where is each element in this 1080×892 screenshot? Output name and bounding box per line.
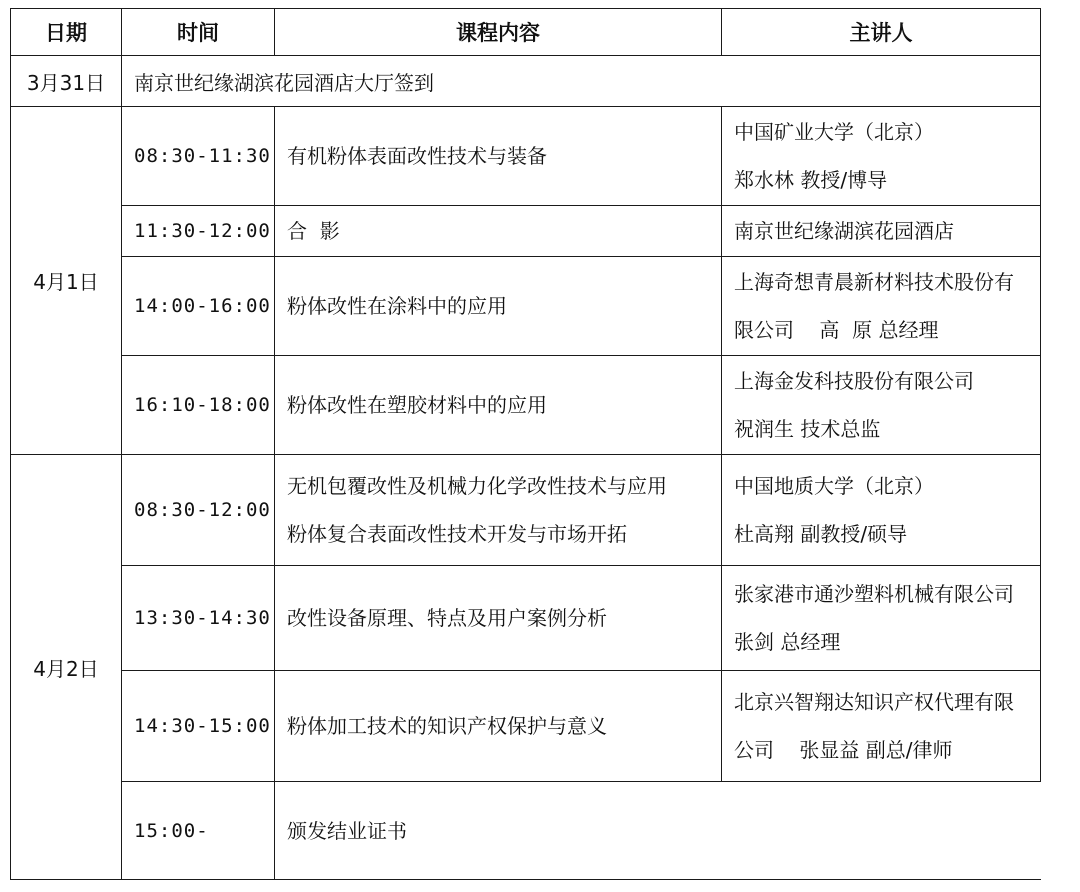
course-line: 合 影 — [287, 219, 340, 243]
time-cell: 15:00- — [122, 782, 275, 880]
course-cell — [275, 107, 722, 206]
speaker-line: 中国地质大学（北京） — [734, 474, 934, 498]
checkin-text: 南京世纪缘湖滨花园酒店大厅签到 — [122, 56, 1041, 107]
speaker-line: 郑水林 教授/博导 — [734, 168, 888, 192]
course-cell — [275, 356, 722, 455]
time-cell: 16:10-18:00 — [122, 356, 275, 455]
course-cell — [275, 206, 722, 257]
table-row — [11, 107, 1041, 206]
course-line: 粉体复合表面改性技术开发与市场开拓 — [287, 522, 627, 546]
speaker-line: 上海奇想青晨新材料技术股份有 — [734, 270, 1014, 294]
speaker-cell — [722, 356, 1041, 455]
speaker-line: 公司 张显益 副总/律师 — [734, 738, 953, 762]
table-row — [11, 671, 1041, 782]
table-row — [11, 257, 1041, 356]
table-row — [11, 206, 1041, 257]
course-cell — [275, 671, 722, 782]
speaker-line: 中国矿业大学（北京） — [734, 120, 934, 144]
speaker-cell — [722, 107, 1041, 206]
course-line: 改性设备原理、特点及用户案例分析 — [287, 606, 607, 630]
course-line: 粉体改性在涂料中的应用 — [287, 294, 507, 318]
speaker-line: 南京世纪缘湖滨花园酒店 — [734, 219, 954, 243]
header-speaker: 主讲人 — [722, 9, 1041, 56]
day1-date: 4月1日 — [11, 107, 122, 455]
header-row — [11, 9, 1041, 56]
checkin-date: 3月31日 — [11, 56, 122, 107]
time-cell: 11:30-12:00 — [122, 206, 275, 257]
speaker-line: 限公司 高 原 总经理 — [734, 318, 939, 342]
speaker-cell — [722, 671, 1041, 782]
table-row — [11, 455, 1041, 566]
table-row — [11, 356, 1041, 455]
checkin-row — [11, 56, 1041, 107]
time-cell: 08:30-11:30 — [122, 107, 275, 206]
course-cell — [275, 257, 722, 356]
course-cell — [275, 566, 722, 671]
speaker-line: 北京兴智翔达知识产权代理有限 — [734, 690, 1014, 714]
course-cell — [275, 782, 1041, 880]
table-row — [11, 782, 1041, 880]
time-cell: 14:30-15:00 — [122, 671, 275, 782]
day2-date: 4月2日 — [11, 455, 122, 880]
course-cell — [275, 455, 722, 566]
time-cell: 08:30-12:00 — [122, 455, 275, 566]
speaker-cell — [722, 455, 1041, 566]
speaker-cell — [722, 566, 1041, 671]
header-date: 日期 — [11, 9, 122, 56]
speaker-line: 张剑 总经理 — [734, 630, 841, 654]
speaker-line: 上海金发科技股份有限公司 — [734, 369, 974, 393]
header-content: 课程内容 — [275, 9, 722, 56]
speaker-cell — [722, 257, 1041, 356]
speaker-line: 祝润生 技术总监 — [734, 417, 881, 441]
speaker-cell — [722, 206, 1041, 257]
time-cell: 13:30-14:30 — [122, 566, 275, 671]
course-line: 颁发结业证书 — [287, 818, 407, 843]
speaker-line: 张家港市通沙塑料机械有限公司 — [734, 582, 1014, 606]
course-line: 无机包覆改性及机械力化学改性技术与应用 — [287, 474, 667, 498]
table-row — [11, 566, 1041, 671]
course-line: 粉体改性在塑胶材料中的应用 — [287, 393, 547, 417]
speaker-line: 杜高翔 副教授/硕导 — [734, 522, 908, 546]
time-cell: 14:00-16:00 — [122, 257, 275, 356]
course-line: 粉体加工技术的知识产权保护与意义 — [287, 714, 607, 738]
schedule-table — [10, 8, 1041, 880]
course-line: 有机粉体表面改性技术与装备 — [287, 144, 547, 168]
header-time: 时间 — [122, 9, 275, 56]
